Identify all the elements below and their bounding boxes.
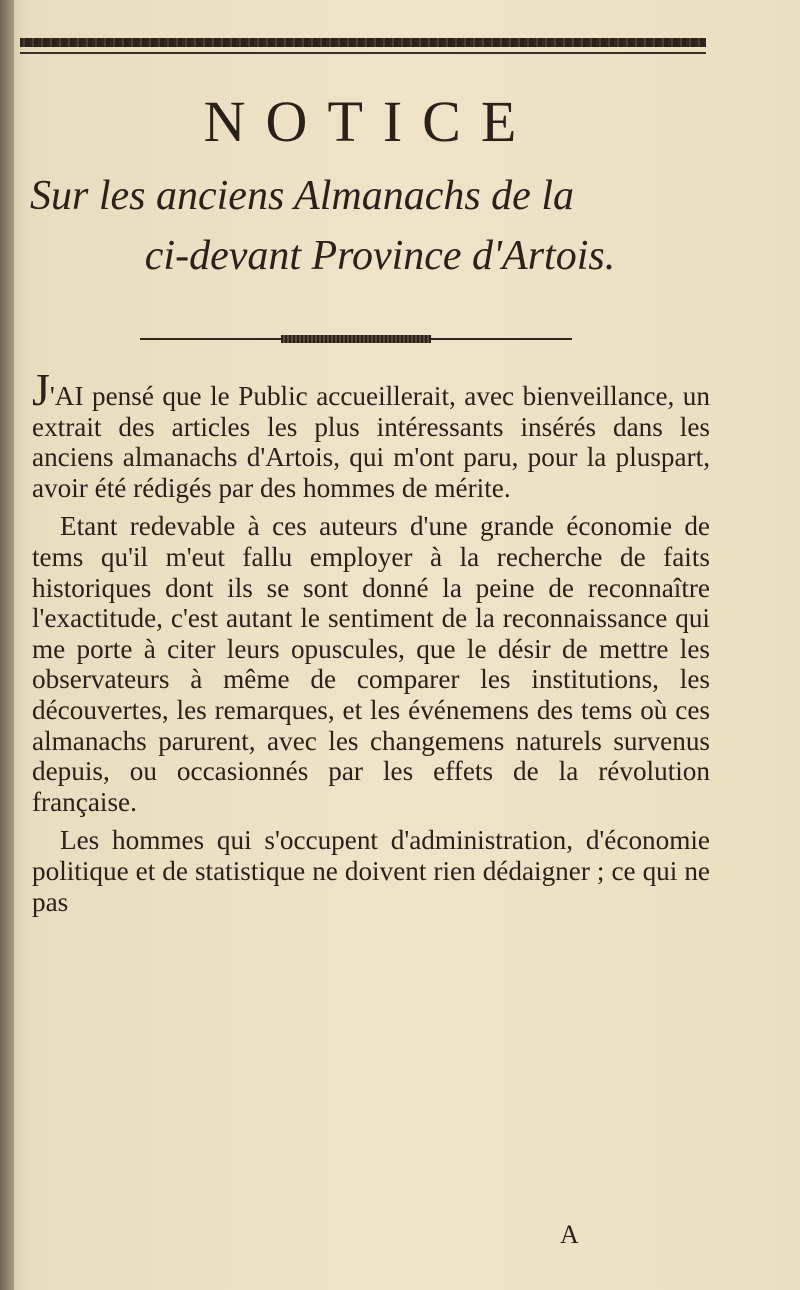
page-title: NOTICE [203, 89, 537, 154]
signature-mark: A [560, 1220, 579, 1249]
paragraph-3: Les hommes qui s'occupent d'administration, d'économie politique et de statistique ne doivent rien dédaigner ; ce qui ne pas [32, 825, 710, 917]
top-ornamental-rule [20, 38, 706, 47]
subtitle-line-1: Sur les anciens Almanachs de la [30, 173, 574, 219]
paragraph-1 [32, 364, 710, 503]
paragraph-2: Etant redevable à ces auteurs d'une grande économie de tems qu'il m'eut fallu employer à la recherche de faits historiques dont ils se sont donné la peine de reconnaître l'exactitude, c'est autant le sentiment de la reconnaissance qui me porte à citer leurs opuscules, que le désir de mettre les observateurs à même de comparer les institutions, les découvertes, les remarques, et les événemens des tems où ces almanachs parurent, avec les changemens naturels survenus depuis, ou occasionnés par les effets de la révolution française. [32, 511, 710, 817]
subtitle-line-2: ci-devant Province d'Artois. [144, 233, 616, 279]
paragraph-1-text: 'AI pensé que le Public accueillerait, avec bienveillance, un extrait des articles les plus intéressants insérés dans les anciens almanachs d'Artois, qui m'ont paru, pour la pluspart, avoir été rédigés par des hommes de mérite. [32, 381, 710, 503]
book-spine-shadow [0, 0, 14, 1290]
body-text [32, 364, 710, 917]
drop-cap: J [32, 364, 50, 415]
top-thin-rule [20, 52, 706, 54]
section-divider [140, 335, 572, 343]
